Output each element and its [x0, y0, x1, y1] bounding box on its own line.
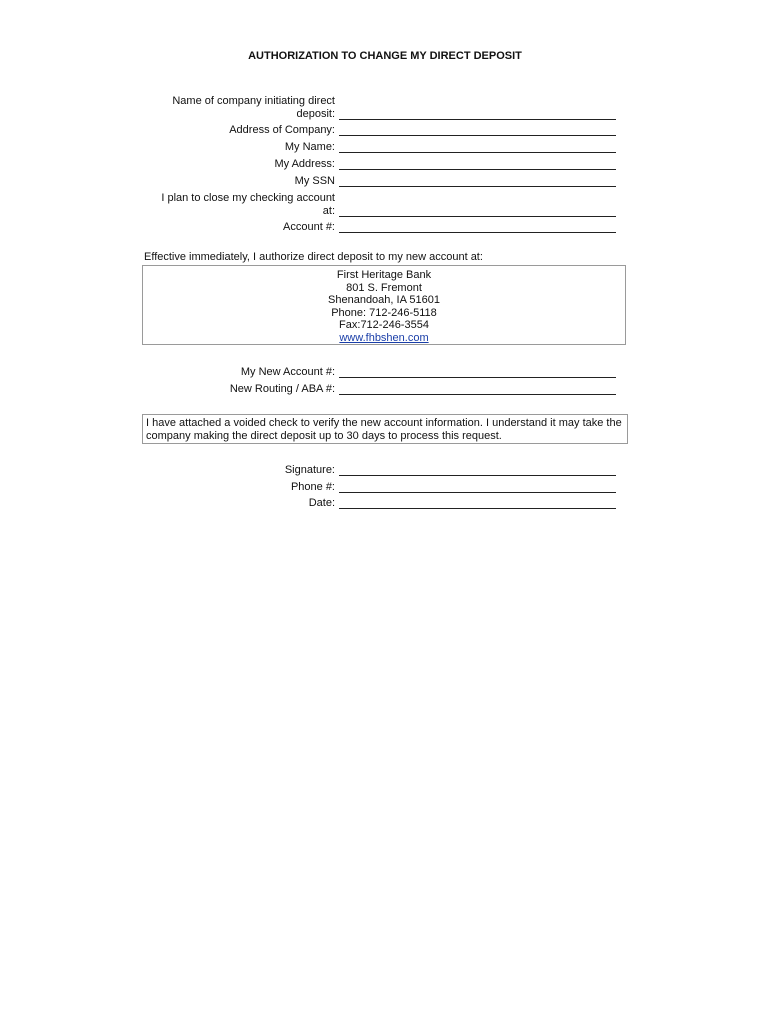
voided-check-notice: I have attached a voided check to verify the new account information. I understand it may take the company making the direct deposit up to 30 days to process this request.	[142, 414, 628, 444]
field-label: Account #:	[283, 221, 335, 233]
field-company-name	[140, 95, 620, 121]
date-input-line[interactable]	[339, 507, 616, 509]
company-address-input-line[interactable]	[339, 134, 616, 136]
company-name-input-line[interactable]	[339, 118, 616, 120]
effective-statement: Effective immediately, I authorize direct deposit to my new account at:	[144, 251, 483, 263]
field-label: My New Account #:	[240, 366, 335, 378]
field-phone	[140, 481, 620, 494]
bank-website-link[interactable]: www.fhbshen.com	[339, 331, 429, 344]
my-address-input-line[interactable]	[339, 168, 616, 170]
field-label: My SSN	[294, 175, 335, 187]
bank-phone: Phone: 712-246-5118	[331, 306, 437, 319]
field-date	[140, 497, 620, 510]
field-label-line1: I plan to close my checking account	[161, 192, 335, 204]
field-label: Date:	[308, 497, 335, 509]
field-label-line1: Name of company initiating direct	[172, 95, 335, 107]
field-company-address	[140, 124, 620, 137]
field-my-ssn	[140, 175, 620, 188]
field-label: Phone #:	[290, 481, 335, 493]
field-new-routing	[140, 383, 620, 396]
field-my-name	[140, 141, 620, 154]
field-signature	[140, 464, 620, 477]
field-label: My Name:	[284, 141, 335, 153]
field-label	[140, 95, 335, 121]
account-number-input-line[interactable]	[339, 231, 616, 233]
field-label-line2: at:	[322, 205, 335, 217]
bank-city: Shenandoah, IA 51601	[328, 294, 440, 307]
bank-info-box	[142, 265, 626, 345]
signature-input-line[interactable]	[339, 474, 616, 476]
phone-input-line[interactable]	[339, 491, 616, 493]
field-label: New Routing / ABA #:	[229, 383, 335, 395]
field-new-account	[140, 366, 620, 379]
my-ssn-input-line[interactable]	[339, 185, 616, 187]
field-close-account	[140, 192, 620, 218]
bank-street: 801 S. Fremont	[346, 281, 422, 294]
field-account-number	[140, 221, 620, 234]
field-label-line2: deposit:	[296, 108, 335, 120]
bank-name: First Heritage Bank	[336, 269, 432, 281]
page-title: AUTHORIZATION TO CHANGE MY DIRECT DEPOSIT	[248, 50, 522, 62]
field-label	[140, 192, 335, 218]
bank-fax: Fax:712-246-3554	[339, 319, 429, 332]
field-my-address	[140, 158, 620, 171]
my-name-input-line[interactable]	[339, 151, 616, 153]
new-routing-input-line[interactable]	[339, 393, 616, 395]
new-account-input-line[interactable]	[339, 376, 616, 378]
field-label: Address of Company:	[229, 124, 335, 136]
field-label: Signature:	[284, 464, 335, 476]
close-account-input-line[interactable]	[339, 215, 616, 217]
field-label: My Address:	[274, 158, 335, 170]
